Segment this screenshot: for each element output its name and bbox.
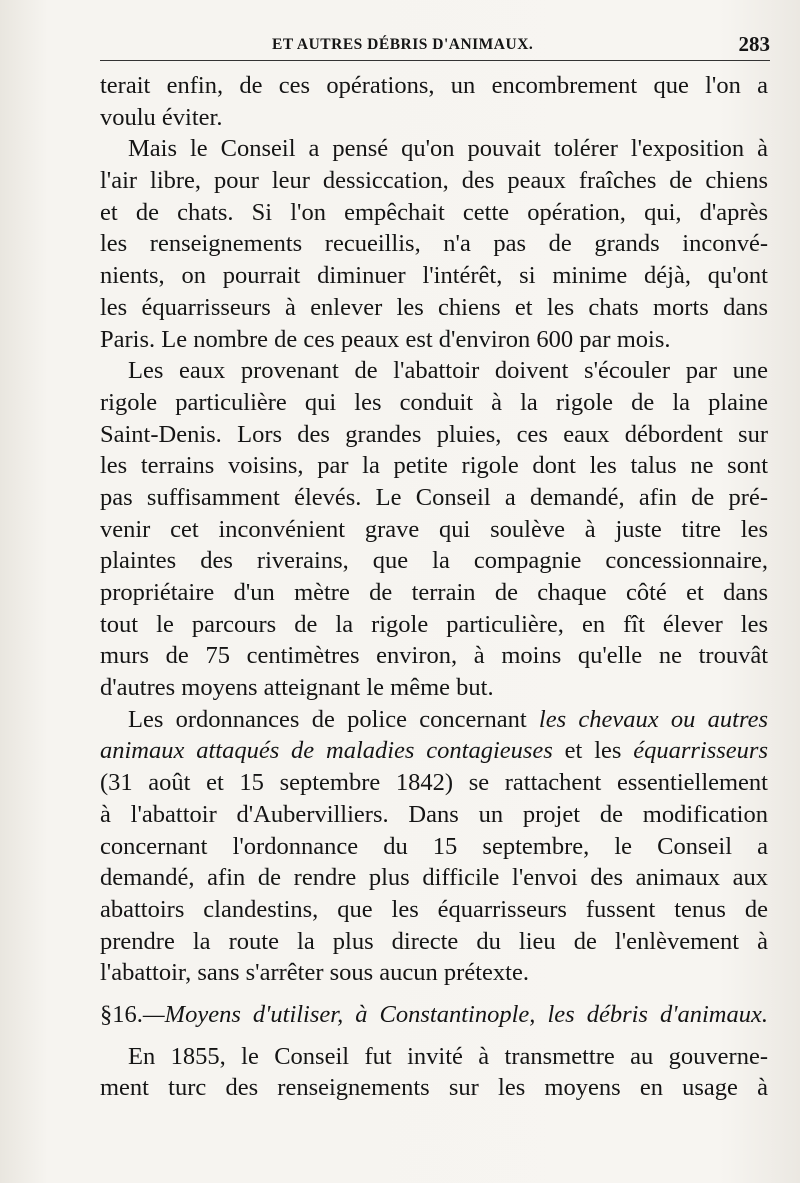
italic-run: les chevaux ou autres (538, 705, 768, 733)
text-line: En 1855, le Conseil fut invité à transmettre au gouverne- (128, 1042, 768, 1070)
text-line: Saint-Denis. Lors des grandes pluies, ces eaux débordent sur (100, 420, 768, 448)
text-line: Mais le Conseil a pensé qu'on pouvait tolérer l'exposition à (128, 135, 768, 163)
text-line: abattoirs clandestins, que les équarrisseurs fussent tenus de (100, 895, 768, 923)
text-line: plaintes des riverains, que la compagnie concessionnaire, (100, 547, 768, 575)
paragraph (100, 70, 768, 133)
text-line: et de chats. Si l'on empêchait cette opération, qui, d'après (100, 198, 768, 226)
text-line: l'air libre, pour leur dessiccation, des peaux fraîches de chiens (100, 167, 768, 195)
text-line: d'autres moyens atteignant le même but. (100, 674, 494, 702)
text-line: l'abattoir, sans s'arrêter sous aucun prétexte. (100, 959, 529, 987)
italic-run: animaux attaqués de maladies contagieuses (100, 737, 553, 765)
section-heading (100, 999, 768, 1031)
text-line: les renseignements recueillis, n'a pas de grands inconvé- (100, 230, 768, 258)
text-line: pas suffisamment élevés. Le Conseil a demandé, afin de pré- (100, 483, 768, 511)
text-line: venir cet inconvénient grave qui soulève à juste titre les (100, 515, 768, 543)
paragraph (100, 1041, 768, 1104)
text-line: prendre la route la plus directe du lieu de l'enlèvement à (100, 927, 768, 955)
text-line (100, 735, 768, 767)
section-title: —Moyens d'utiliser, à Constantinople, les débris d'animaux. (142, 1000, 768, 1028)
paragraph (100, 133, 768, 355)
page-header (100, 32, 770, 61)
text-line: (31 août et 15 septembre 1842) se rattachent essentiellement (100, 769, 768, 797)
text-run: Les ordonnances de police concernant (128, 705, 539, 733)
text-line: Paris. Le nombre de ces peaux est d'environ 600 par mois. (100, 325, 671, 353)
text-run: et les (552, 737, 634, 765)
paragraph (100, 704, 768, 989)
text-line: demandé, afin de rendre plus difficile l'envoi des animaux aux (100, 864, 768, 892)
spacer (100, 989, 768, 999)
text-line: concernant l'ordonnance du 15 septembre, le Conseil a (100, 832, 768, 860)
italic-run: équarrisseurs (633, 737, 768, 765)
text-line: Les eaux provenant de l'abattoir doivent s'écouler par une (128, 357, 768, 385)
paragraph (100, 355, 768, 704)
spacer (100, 1031, 768, 1041)
text-line: murs de 75 centimètres environ, à moins qu'elle ne trouvât (100, 642, 768, 670)
text-line: voulu éviter. (100, 103, 223, 131)
page-number: 283 (738, 32, 770, 56)
running-head: ET AUTRES DÉBRIS D'ANIMAUX. (272, 36, 534, 53)
text-line: ment turc des renseignements sur les moyens en usage à (100, 1074, 768, 1102)
text-line: les terrains voisins, par la petite rigole dont les talus ne sont (100, 452, 768, 480)
text-line: les équarrisseurs à enlever les chiens et les chats morts dans (100, 293, 768, 321)
text-line: terait enfin, de ces opérations, un encombrement que l'on a (100, 72, 768, 99)
section-number: §16. (100, 1000, 143, 1028)
text-line: nients, on pourrait diminuer l'intérêt, si minime déjà, qu'ont (100, 262, 768, 290)
page-body (100, 70, 768, 1104)
text-line: propriétaire d'un mètre de terrain de chaque côté et dans (100, 579, 768, 606)
text-line: à l'abattoir d'Aubervilliers. Dans un projet de modification (100, 800, 768, 828)
text-line (100, 704, 768, 736)
text-line: tout le parcours de la rigole particulière, en fît élever les (100, 610, 768, 638)
text-line: rigole particulière qui les conduit à la rigole de la plaine (100, 388, 768, 416)
